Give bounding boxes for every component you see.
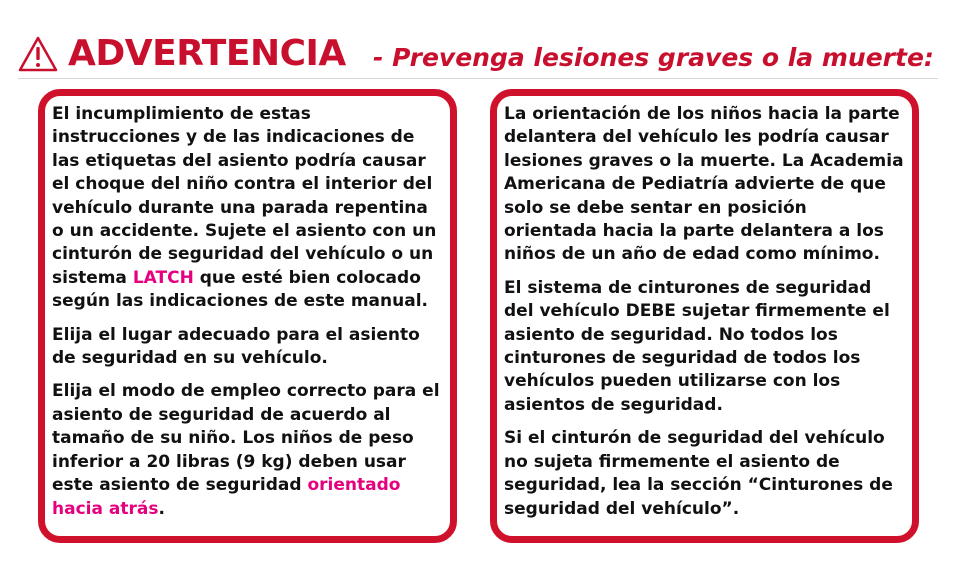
warning-box-right — [490, 89, 919, 543]
left-paragraph-3 — [52, 380, 442, 520]
rear-facing-highlight: orientado hacia atrás — [52, 475, 401, 519]
warning-triangle-icon — [18, 36, 58, 72]
left-p1-text-b: que esté bien colocado según las indicaciones de este manual. — [52, 267, 428, 312]
left-paragraph-2: Elija el lugar adecuado para el asiento de seguridad en su vehículo. — [52, 324, 420, 369]
left-paragraph-1 — [52, 103, 442, 314]
left-p3-text-a: Elija el modo de empleo correcto para el asiento de seguridad de acuerdo al tamaño de su niño. Los niños de peso inferior a 20 libras (9 kg) deben usar este asiento de seguridad — [52, 381, 440, 496]
header-divider — [18, 78, 938, 79]
warning-box-left — [38, 89, 457, 543]
warning-header — [18, 30, 938, 80]
warning-title: ADVERTENCIA — [68, 33, 346, 74]
right-paragraph-3: Si el cinturón de seguridad del vehículo no sujeta firmemente el asiento de seguridad, lea la sección “Cinturones de seguridad del vehículo”. — [504, 428, 893, 519]
left-p3-text-b: . — [158, 498, 165, 519]
right-paragraph-1: La orientación de los niños hacia la parte delantera del vehículo les podría causar lesiones graves o la muerte. La Academia Americana de Pediatría advierte de que solo se debe sentar en posición orientada hacia la parte delantera a los niños de un año de edad como mínimo. — [504, 104, 904, 265]
warning-subtitle: - Prevenga lesiones graves o la muerte: — [373, 43, 934, 72]
left-p1-text-a: El incumplimiento de estas instrucciones y de las indicaciones de las etiquetas del asiento podría causar el choque del niño contra el interior del vehículo durante una parada repentina o un accidente. Sujete el asiento con un cinturón de seguridad del vehículo o un sistema — [52, 104, 437, 288]
right-paragraph-2: El sistema de cinturones de seguridad del vehículo DEBE sujetar firmemente el asiento de seguridad. No todos los cinturones de seguridad de todos los vehículos pueden utilizarse con los asientos de seguridad. — [504, 277, 890, 415]
latch-highlight: LATCH — [132, 267, 194, 288]
